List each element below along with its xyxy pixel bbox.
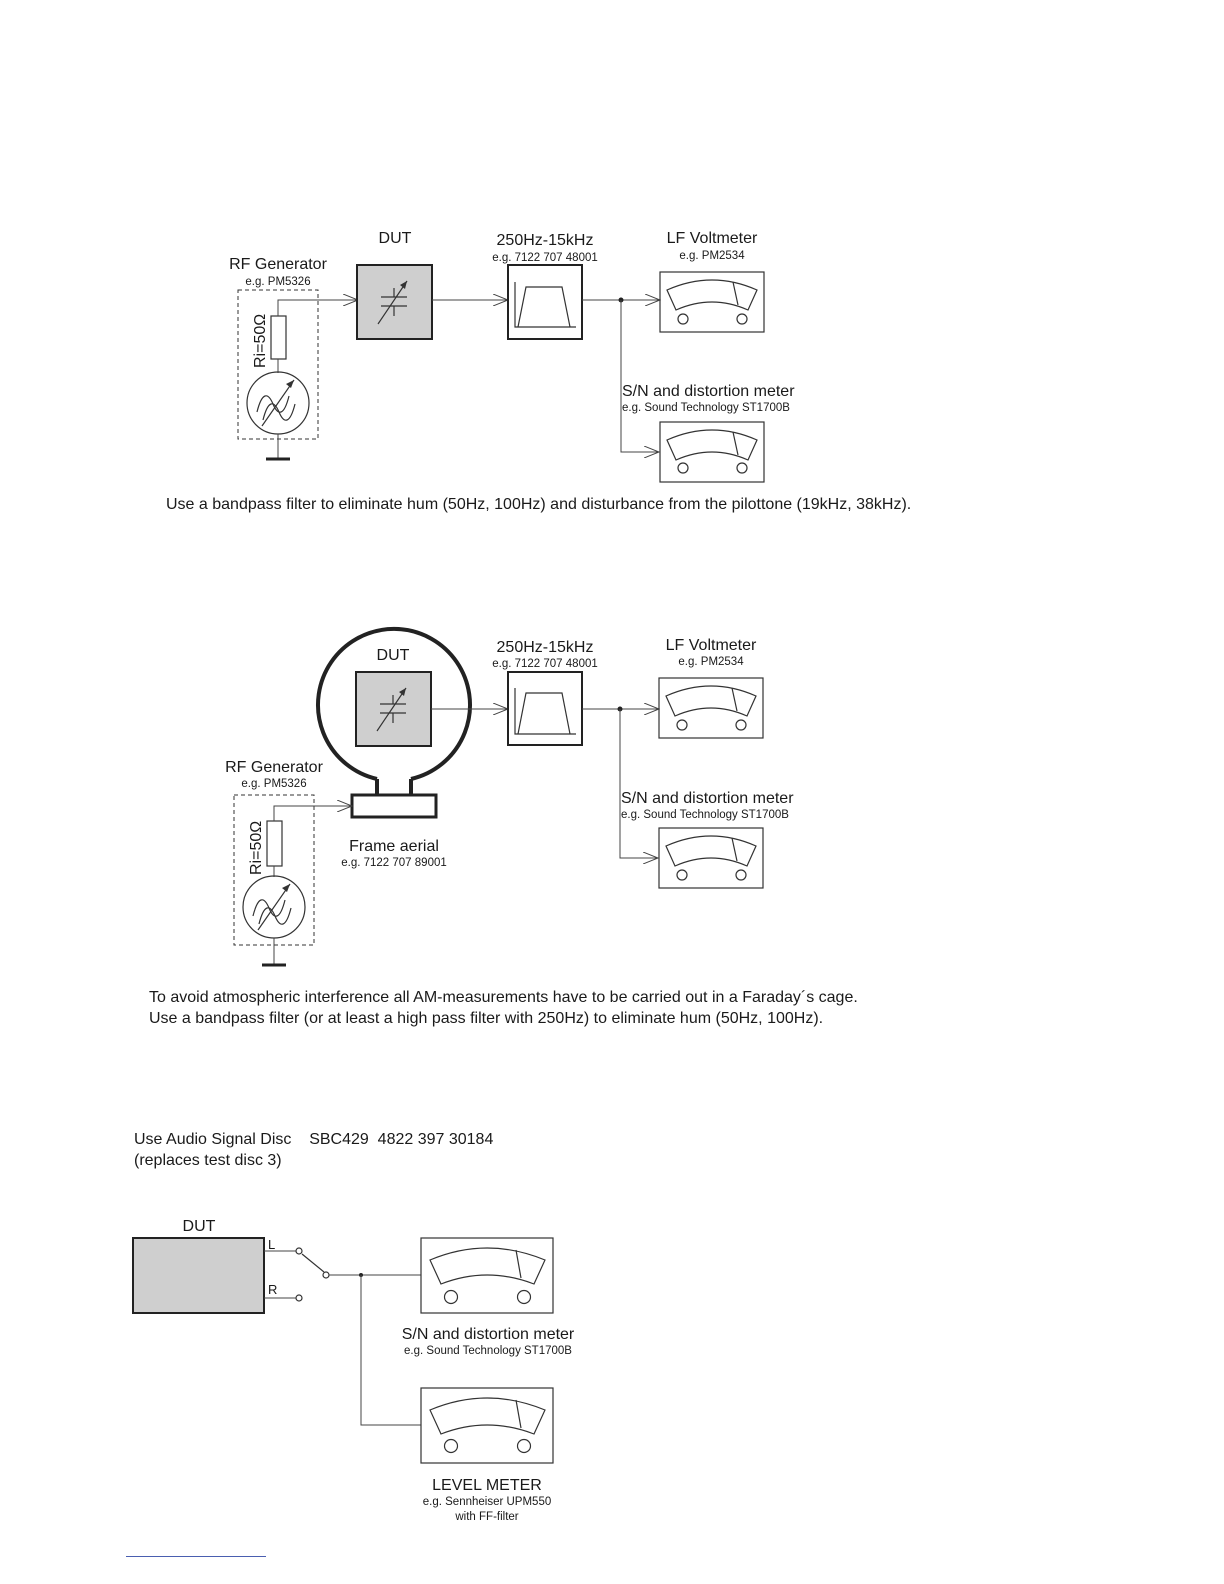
cd-level-meter (421, 1388, 553, 1523)
am-junction-to-distortion-wire (620, 709, 658, 858)
fm-voltmeter-knob-right (737, 314, 747, 324)
cd-distortion-meter (402, 1238, 575, 1357)
am-frame-aerial-example: e.g. 7122 707 89001 (341, 857, 447, 869)
am-voltmeter-knob-left (677, 720, 687, 730)
fm-voltmeter (660, 230, 764, 332)
fm-dut-box (357, 265, 432, 339)
cd-switch-contact-right (296, 1295, 302, 1301)
fm-voltmeter-knob-left (678, 314, 688, 324)
cd-distortion-knob-left (445, 1291, 458, 1304)
am-distortion-meter (621, 790, 794, 888)
cd-distortion-meter-label: S/N and distortion meter (401, 1326, 575, 1343)
am-voltmeter-knob-right (736, 720, 746, 730)
cd-selector-switch-icon (302, 1254, 324, 1272)
cd-dut-box (133, 1238, 264, 1313)
am-dut (356, 647, 508, 746)
cd-output-left-label: L (268, 1237, 276, 1252)
am-variable-arrow-head (282, 884, 290, 892)
cd-distortion-dial-icon (430, 1248, 545, 1284)
fm-voltmeter-dial-icon (667, 280, 757, 310)
fm-dut-label: DUT (378, 230, 412, 247)
cd-switch-common (323, 1272, 329, 1278)
cd-distortion-meter-example: e.g. Sound Technology ST1700B (404, 1345, 572, 1357)
fm-rf-generator-label: RF Generator (229, 256, 327, 273)
fm-filter-box (508, 265, 582, 339)
fm-dut (357, 230, 508, 339)
fm-voltmeter-example: e.g. PM2534 (679, 250, 745, 262)
cd-level-knob-left (445, 1440, 458, 1453)
am-filter-label: 250Hz-15kHz (496, 639, 594, 656)
cd-level-dial-mark (516, 1400, 521, 1428)
fm-variable-arrow-head (286, 380, 294, 388)
am-note-line1: To avoid atmospheric interference all AM-measurements have to be carried out in a Faraday´s cage. (149, 989, 858, 1006)
am-voltmeter-dial-icon (666, 686, 756, 716)
fm-distortion-meter (622, 383, 795, 482)
fm-distortion-knob-left (678, 463, 688, 473)
am-frame-aerial (318, 629, 470, 869)
fm-distortion-meter-label: S/N and distortion meter (622, 383, 795, 400)
fm-rf-generator-example: e.g. PM5326 (245, 276, 311, 288)
am-voltmeter (659, 637, 763, 738)
fm-filter (492, 232, 660, 452)
fm-filter-example: e.g. 7122 707 48001 (492, 252, 598, 264)
am-filter (492, 639, 659, 858)
fm-distortion-dial-mark (733, 432, 738, 455)
am-distortion-meter-label: S/N and distortion meter (621, 790, 794, 807)
am-voltmeter-dial-mark (732, 688, 737, 711)
am-dut-label: DUT (376, 647, 410, 664)
fm-distortion-meter-example: e.g. Sound Technology ST1700B (622, 402, 790, 414)
am-aerial-base (352, 795, 436, 817)
am-rf-generator-example: e.g. PM5326 (241, 778, 307, 790)
am-note-line2: Use a bandpass filter (or at least a high pass filter with 250Hz) to eliminate hum (50Hz, 100Hz). (149, 1010, 824, 1027)
fm-voltmeter-dial-mark (733, 282, 738, 305)
am-voltmeter-example: e.g. PM2534 (678, 656, 744, 668)
cd-distortion-knob-right (518, 1291, 531, 1304)
am-distortion-dial-mark (732, 838, 737, 861)
footer-rule (126, 1556, 266, 1557)
fm-distortion-dial-icon (667, 430, 757, 460)
cd-distortion-dial-mark (516, 1250, 521, 1278)
fm-voltmeter-label: LF Voltmeter (666, 230, 758, 247)
fm-rf-generator (229, 256, 358, 459)
am-filter-example: e.g. 7122 707 48001 (492, 658, 598, 670)
cd-level-knob-right (518, 1440, 531, 1453)
am-rf-generator (225, 759, 352, 965)
am-distortion-dial-icon (666, 836, 756, 866)
fm-filter-label: 250Hz-15kHz (496, 232, 594, 249)
am-rf-generator-label: RF Generator (225, 759, 323, 776)
fm-junction-to-distortion-wire (621, 300, 659, 452)
am-frame-aerial-label: Frame aerial (349, 838, 439, 855)
cd-dut (133, 1218, 421, 1425)
am-impedance-label: Ri=50Ω (248, 820, 265, 875)
am-gen-to-aerial-wire (274, 806, 352, 821)
cd-level-meter-example-2: with FF-filter (455, 1511, 519, 1523)
am-resistor (267, 821, 282, 866)
cd-output-right-label: R (268, 1282, 278, 1297)
cd-level-dial-icon (430, 1398, 545, 1434)
am-dut-box (356, 672, 431, 746)
fm-distortion-knob-right (737, 463, 747, 473)
fm-resistor (271, 316, 286, 359)
am-voltmeter-label: LF Voltmeter (665, 637, 757, 654)
fm-impedance-label: Ri=50Ω (252, 313, 269, 368)
cd-intro-line2: (replaces test disc 3) (134, 1152, 282, 1169)
cd-switch-contact-left (296, 1248, 302, 1254)
cd-setup (133, 1131, 575, 1523)
cd-dut-label: DUT (182, 1218, 216, 1235)
fm-setup (166, 230, 911, 513)
fm-note: Use a bandpass filter to eliminate hum (50Hz, 100Hz) and disturbance from the pilottone (19kHz, 38kHz). (166, 496, 912, 513)
cd-level-meter-example: e.g. Sennheiser UPM550 (422, 1496, 552, 1508)
am-distortion-knob-right (736, 870, 746, 880)
cd-level-meter-label: LEVEL METER (432, 1477, 542, 1494)
cd-intro-line1: Use Audio Signal Disc SBC429 4822 397 30184 (134, 1131, 494, 1148)
am-distortion-knob-left (677, 870, 687, 880)
am-distortion-meter-example: e.g. Sound Technology ST1700B (621, 809, 789, 821)
am-setup (149, 629, 858, 1027)
